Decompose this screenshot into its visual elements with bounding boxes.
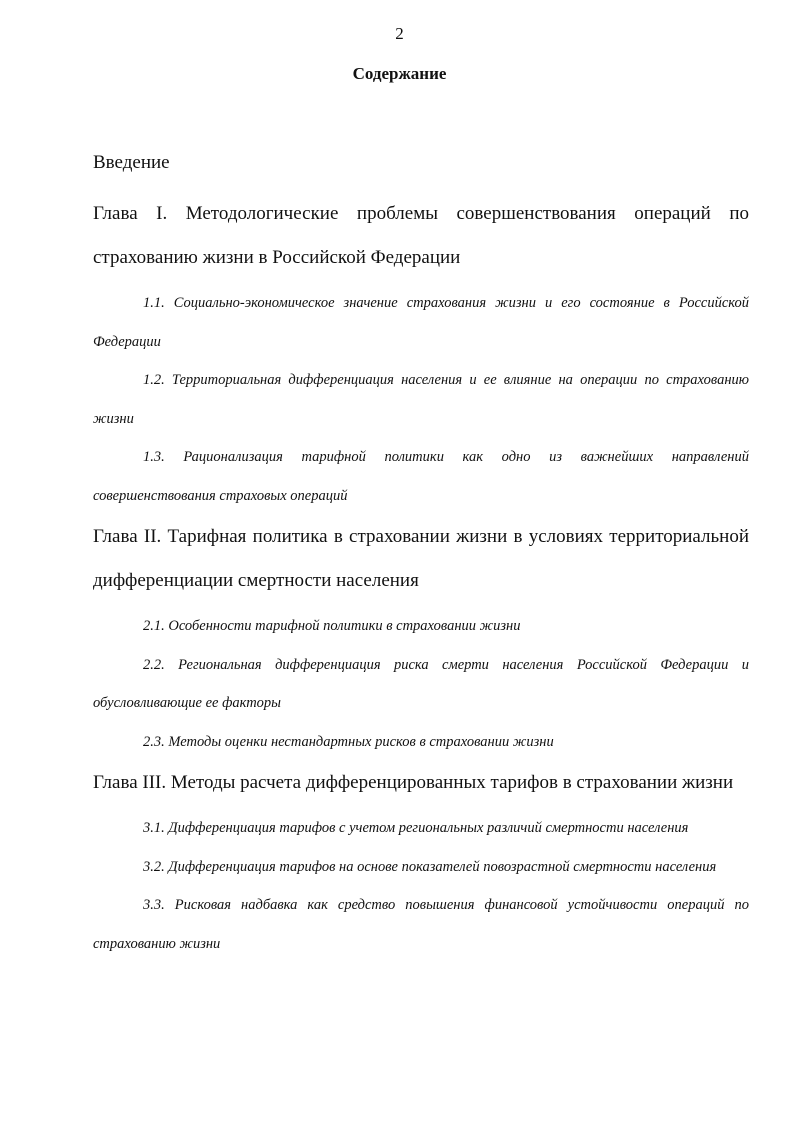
toc-entry-section-3-2: 3.2. Дифференциация тарифов на основе показателей повозрастной смертности населения: [143, 858, 717, 875]
toc-entry-section-2-1: 2.1. Особенности тарифной политики в страховании жизни: [143, 618, 521, 634]
toc-entry-section-1-2: 1.2. Территориальная дифференциация населения и ее влияние на операции по страхованию жизни: [93, 372, 749, 427]
toc-entry-section-1-1: 1.1. Социально-экономическое значение страхования жизни и его состояние в Российской Федерации: [93, 295, 749, 350]
toc-entry-chapter-3: Глава III. Методы расчета дифференцированных тарифов в страховании жизни: [93, 772, 734, 793]
table-of-contents: [93, 150, 749, 963]
page-number: 2: [395, 24, 404, 43]
toc-entry-section-2-3: 2.3. Методы оценки нестандартных рисков в страховании жизни: [143, 733, 554, 750]
toc-entry-chapter-2: Глава II. Тарифная политика в страховании жизни в условиях территориальной дифференциации смертности населения: [93, 526, 749, 591]
toc-entry-section-2-2: 2.2. Региональная дифференциация риска смерти населения Российской Федерации и обусловливающие ее факторы: [93, 656, 749, 711]
toc-entry-section-1-3: 1.3. Рационализация тарифной политики как одно из важнейших направлений совершенствования страховых операций: [93, 449, 749, 504]
toc-entry-intro: Введение: [93, 152, 170, 173]
page-title: Содержание: [352, 64, 447, 83]
toc-entry-chapter-1: Глава I. Методологические проблемы совершенствования операций по страхованию жизни в Российской Федерации: [93, 203, 749, 268]
toc-entry-section-3-1: 3.1. Дифференциация тарифов с учетом региональных различий смертности населения: [143, 820, 689, 836]
toc-entry-section-3-3: 3.3. Рисковая надбавка как средство повышения финансовой устойчивости операций по страхованию жизни: [93, 897, 749, 952]
